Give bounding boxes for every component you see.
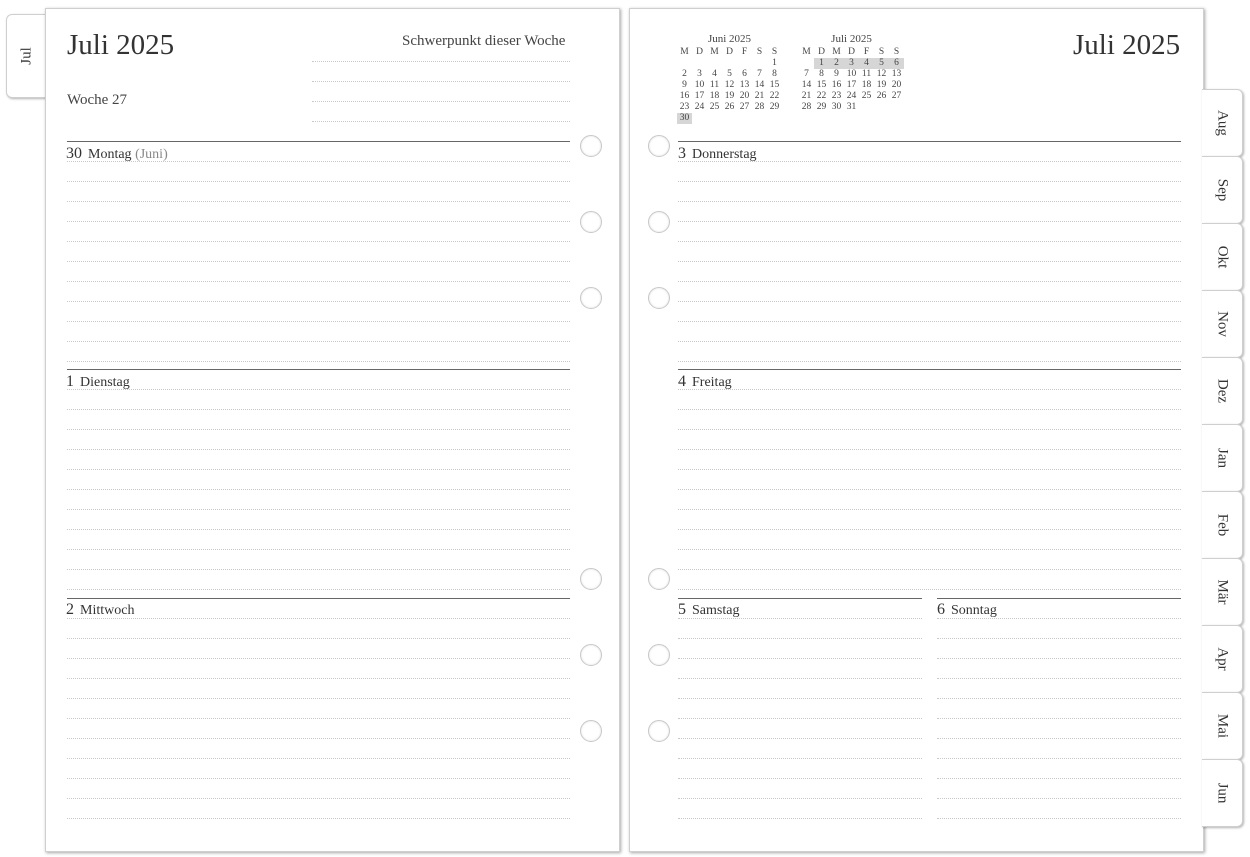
writing-line — [678, 569, 1181, 570]
mini-calendar-day[interactable]: 9 — [682, 80, 687, 90]
mini-calendar-day — [752, 113, 767, 124]
mini-calendar-day[interactable]: 19 — [876, 80, 887, 90]
writing-line — [937, 778, 1181, 779]
mini-calendar-title: Juli 2025 — [831, 33, 872, 45]
mini-calendar-day — [707, 58, 722, 69]
mini-calendar-grid — [799, 47, 904, 113]
writing-line — [67, 818, 570, 819]
mini-calendar-day[interactable]: 9 — [834, 69, 839, 79]
mini-calendar-day[interactable]: 15 — [816, 80, 827, 90]
writing-line — [67, 361, 570, 362]
binder-hole — [580, 720, 602, 742]
mini-calendar-day[interactable]: 25 — [709, 102, 720, 112]
mini-calendar-day[interactable]: 27 — [891, 91, 902, 101]
writing-line — [937, 658, 1181, 659]
writing-line — [67, 281, 570, 282]
mini-calendar-day[interactable]: 30 — [677, 113, 692, 124]
mini-calendar-day[interactable]: 5 — [874, 58, 889, 69]
mini-calendar-day[interactable]: 3 — [844, 58, 859, 69]
tab-label: Jan — [1214, 448, 1231, 468]
writing-line — [67, 221, 570, 222]
mini-calendar-day[interactable]: 13 — [739, 80, 750, 90]
focus-line — [312, 121, 570, 122]
left-page — [45, 8, 620, 852]
writing-line — [67, 718, 570, 719]
binder-hole — [580, 644, 602, 666]
weekday-label: D — [726, 47, 733, 57]
mini-calendar-day[interactable]: 4 — [859, 58, 874, 69]
writing-line — [678, 638, 922, 639]
writing-line — [678, 549, 1181, 550]
writing-line — [937, 818, 1181, 819]
writing-line — [678, 718, 922, 719]
mini-calendar-day[interactable]: 3 — [697, 69, 702, 79]
mini-calendar-weekdays — [799, 47, 904, 58]
writing-line — [678, 241, 1181, 242]
writing-line — [67, 678, 570, 679]
mini-calendar-day[interactable]: 22 — [816, 91, 827, 101]
writing-line — [678, 161, 1181, 162]
day-name: Freitag — [692, 375, 732, 390]
binder-hole — [580, 287, 602, 309]
mini-calendar-day[interactable]: 31 — [846, 102, 857, 112]
focus-line — [312, 101, 570, 102]
mini-calendar-week — [799, 69, 904, 80]
mini-calendar-day[interactable]: 11 — [709, 80, 720, 90]
writing-line — [678, 301, 1181, 302]
writing-line — [678, 321, 1181, 322]
binder-hole — [648, 720, 670, 742]
mini-calendar-day[interactable]: 7 — [804, 69, 809, 79]
day-divider — [67, 369, 570, 370]
tab-nov[interactable] — [1202, 290, 1243, 358]
mini-calendar-day[interactable]: 20 — [891, 80, 902, 90]
mini-calendar-weekdays — [677, 47, 782, 58]
weekday-label: S — [893, 47, 900, 57]
writing-line — [67, 758, 570, 759]
writing-line — [67, 529, 570, 530]
mini-calendar-day — [677, 58, 692, 69]
mini-calendar-day[interactable]: 14 — [801, 80, 812, 90]
writing-line — [937, 638, 1181, 639]
tab-label: Nov — [1214, 311, 1231, 337]
writing-line — [937, 738, 1181, 739]
mini-calendar-day[interactable]: 12 — [876, 69, 887, 79]
weekday-label: S — [771, 47, 778, 57]
focus-line — [312, 61, 570, 62]
tab-label: Feb — [1214, 513, 1231, 537]
page-title: Juli 2025 — [67, 29, 175, 61]
weekday-label: M — [832, 47, 841, 57]
writing-line — [678, 798, 922, 799]
tab-jun[interactable] — [1202, 759, 1243, 827]
mini-calendar-day[interactable]: 14 — [754, 80, 765, 90]
writing-line — [67, 181, 570, 182]
mini-calendar-day[interactable]: 26 — [876, 91, 887, 101]
mini-calendar-day[interactable]: 18 — [861, 80, 872, 90]
tab-mär[interactable] — [1202, 558, 1243, 626]
mini-calendar-day[interactable]: 2 — [829, 58, 844, 69]
mini-calendar-day[interactable]: 24 — [694, 102, 705, 112]
mini-calendar-day[interactable]: 18 — [709, 91, 720, 101]
mini-calendar-day[interactable]: 23 — [831, 91, 842, 101]
mini-calendar-week — [677, 69, 782, 80]
writing-line — [678, 449, 1181, 450]
writing-line — [937, 678, 1181, 679]
writing-line — [678, 818, 922, 819]
mini-calendar-day[interactable]: 6 — [742, 69, 747, 79]
day-name: Sonntag — [951, 603, 997, 618]
mini-calendar-day[interactable]: 6 — [889, 58, 904, 69]
right-page — [629, 8, 1204, 852]
focus-line — [312, 81, 570, 82]
tab-label: Sep — [1214, 178, 1231, 202]
mini-calendar-day — [722, 113, 737, 124]
tab-label: Dez — [1214, 378, 1231, 404]
weekday-label: M — [710, 47, 719, 57]
binder-hole — [648, 211, 670, 233]
writing-line — [67, 201, 570, 202]
mini-calendar-day[interactable]: 27 — [739, 102, 750, 112]
tab-label: Jun — [1214, 782, 1231, 804]
day-number: 30 — [66, 145, 82, 162]
writing-line — [678, 221, 1181, 222]
day-divider — [67, 141, 570, 142]
day-number: 6 — [937, 601, 945, 618]
binder-hole — [648, 287, 670, 309]
weekday-label: D — [818, 47, 825, 57]
writing-line — [67, 409, 570, 410]
mini-calendar-day[interactable]: 22 — [769, 91, 780, 101]
mini-calendar-day[interactable]: 10 — [846, 69, 857, 79]
mini-calendar-day[interactable]: 10 — [694, 80, 705, 90]
mini-calendar-day[interactable]: 4 — [712, 69, 717, 79]
day-number: 2 — [66, 601, 74, 618]
day-number: 4 — [678, 373, 686, 390]
writing-line — [678, 281, 1181, 282]
tab-dez[interactable] — [1202, 357, 1243, 425]
tab-label: Mär — [1214, 579, 1231, 605]
mini-calendar-july — [799, 33, 904, 113]
writing-line — [67, 638, 570, 639]
day-divider — [678, 141, 1181, 142]
mini-calendar-week — [677, 80, 782, 91]
writing-line — [67, 241, 570, 242]
writing-line — [678, 678, 922, 679]
mini-calendar-day[interactable]: 13 — [891, 69, 902, 79]
mini-calendar-day[interactable]: 19 — [724, 91, 735, 101]
mini-calendar-day — [752, 58, 767, 69]
tab-mai[interactable] — [1202, 692, 1243, 760]
writing-line — [67, 449, 570, 450]
mini-calendar-week — [677, 102, 782, 113]
tab-label: Apr — [1214, 647, 1231, 671]
day-name: Samstag — [692, 603, 740, 618]
weekday-label: M — [802, 47, 811, 57]
mini-calendar-day[interactable]: 30 — [831, 102, 842, 112]
tab-sep[interactable] — [1202, 156, 1243, 224]
binder-hole — [580, 568, 602, 590]
day-note: (Juni) — [135, 147, 168, 162]
mini-calendar-day — [722, 58, 737, 69]
writing-line — [678, 469, 1181, 470]
weekday-label: S — [756, 47, 763, 57]
mini-calendar-day[interactable]: 8 — [772, 69, 777, 79]
weekday-label: F — [863, 47, 870, 57]
writing-line — [678, 738, 922, 739]
mini-calendar-day — [799, 58, 814, 69]
binder-hole — [648, 135, 670, 157]
writing-line — [67, 301, 570, 302]
mini-calendar-day[interactable]: 2 — [682, 69, 687, 79]
mini-calendar-day[interactable]: 23 — [679, 102, 690, 112]
writing-line — [937, 798, 1181, 799]
writing-line — [67, 798, 570, 799]
mini-calendar-day[interactable]: 5 — [727, 69, 732, 79]
tab-okt[interactable] — [1202, 223, 1243, 291]
writing-line — [67, 778, 570, 779]
mini-calendar-day[interactable]: 28 — [801, 102, 812, 112]
day-divider — [67, 598, 570, 599]
day-name: Mittwoch — [80, 603, 135, 618]
tab-label: Jul — [18, 47, 35, 65]
mini-calendar-day[interactable]: 1 — [814, 58, 829, 69]
writing-line — [937, 618, 1181, 619]
writing-line — [678, 409, 1181, 410]
mini-calendar-week — [677, 113, 782, 124]
writing-line — [67, 569, 570, 570]
day-number: 3 — [678, 145, 686, 162]
writing-line — [67, 738, 570, 739]
binder-hole — [648, 568, 670, 590]
mini-calendar-day — [692, 113, 707, 124]
tab-label: Aug — [1214, 110, 1231, 136]
tab-feb[interactable] — [1202, 491, 1243, 559]
mini-calendar-day[interactable]: 28 — [754, 102, 765, 112]
writing-line — [937, 698, 1181, 699]
mini-calendar-day[interactable]: 25 — [861, 91, 872, 101]
weekday-label: S — [878, 47, 885, 57]
mini-calendar-day[interactable]: 1 — [772, 58, 777, 68]
writing-line — [67, 261, 570, 262]
page-title: Juli 2025 — [1073, 29, 1181, 61]
day-divider — [678, 598, 922, 599]
day-header-saturday — [678, 601, 739, 619]
writing-line — [678, 758, 922, 759]
mini-calendar-day[interactable]: 29 — [816, 102, 827, 112]
weekday-label: D — [848, 47, 855, 57]
writing-line — [678, 389, 1181, 390]
binder-hole — [580, 211, 602, 233]
writing-line — [67, 589, 570, 590]
mini-calendar-day[interactable]: 24 — [846, 91, 857, 101]
day-name: Donnerstag — [692, 147, 757, 162]
mini-calendar-day[interactable]: 20 — [739, 91, 750, 101]
tab-label: Okt — [1214, 245, 1231, 269]
writing-line — [67, 549, 570, 550]
mini-calendar-day[interactable]: 17 — [694, 91, 705, 101]
day-divider — [937, 598, 1181, 599]
mini-calendar-week — [799, 91, 904, 102]
writing-line — [678, 778, 922, 779]
day-divider — [678, 369, 1181, 370]
writing-line — [678, 509, 1181, 510]
tab-jan[interactable] — [1202, 424, 1243, 492]
mini-calendar-week — [799, 58, 904, 69]
mini-calendar-day — [737, 113, 752, 124]
writing-line — [67, 341, 570, 342]
writing-line — [67, 429, 570, 430]
weekday-label: M — [680, 47, 689, 57]
tab-label: Mai — [1214, 713, 1231, 739]
writing-line — [678, 698, 922, 699]
mini-calendar-day — [874, 102, 889, 113]
mini-calendar-week — [799, 80, 904, 91]
mini-calendar-day — [692, 58, 707, 69]
day-name: Montag — [88, 147, 132, 162]
writing-line — [678, 529, 1181, 530]
week-number: Woche 27 — [67, 92, 128, 108]
mini-calendar-day[interactable]: 21 — [754, 91, 765, 101]
writing-line — [678, 341, 1181, 342]
binder-hole — [648, 644, 670, 666]
mini-calendar-day[interactable]: 16 — [679, 91, 690, 101]
mini-calendar-day — [767, 113, 782, 124]
mini-calendar-week — [799, 102, 904, 113]
tab-apr[interactable] — [1202, 625, 1243, 693]
writing-line — [67, 321, 570, 322]
writing-line — [678, 429, 1181, 430]
mini-calendar-day[interactable]: 17 — [846, 80, 857, 90]
writing-line — [678, 489, 1181, 490]
weekday-label: F — [741, 47, 748, 57]
writing-line — [67, 658, 570, 659]
writing-line — [67, 389, 570, 390]
writing-line — [678, 181, 1181, 182]
weekly-focus-label: Schwerpunkt dieser Woche — [402, 33, 566, 49]
mini-calendar-day[interactable]: 7 — [757, 69, 762, 79]
writing-line — [67, 509, 570, 510]
day-header-sunday — [937, 601, 997, 619]
binder-hole — [580, 135, 602, 157]
writing-line — [678, 589, 1181, 590]
writing-line — [67, 698, 570, 699]
mini-calendar-june — [677, 33, 782, 124]
day-number: 1 — [66, 373, 74, 390]
writing-line — [678, 658, 922, 659]
mini-calendar-title: Juni 2025 — [707, 33, 752, 45]
mini-calendar-day — [707, 113, 722, 124]
mini-calendar-day[interactable]: 21 — [801, 91, 812, 101]
tab-aug[interactable] — [1202, 89, 1243, 157]
mini-calendar-day[interactable]: 29 — [769, 102, 780, 112]
writing-line — [678, 201, 1181, 202]
mini-calendar-day[interactable]: 16 — [831, 80, 842, 90]
mini-calendar-day — [859, 102, 874, 113]
writing-line — [678, 361, 1181, 362]
writing-line — [67, 161, 570, 162]
day-header-wednesday — [66, 601, 134, 619]
writing-line — [67, 618, 570, 619]
writing-line — [678, 618, 922, 619]
mini-calendar-grid — [677, 47, 782, 124]
mini-calendar-week — [677, 58, 782, 69]
mini-calendar-day[interactable]: 26 — [724, 102, 735, 112]
mini-calendar-day[interactable]: 12 — [724, 80, 735, 90]
mini-calendar-day — [889, 102, 904, 113]
writing-line — [67, 489, 570, 490]
mini-calendar-day — [737, 58, 752, 69]
tab-jul[interactable] — [6, 14, 47, 98]
day-number: 5 — [678, 601, 686, 618]
mini-calendar-week — [677, 91, 782, 102]
writing-line — [937, 718, 1181, 719]
writing-line — [937, 758, 1181, 759]
mini-calendar-day[interactable]: 11 — [861, 69, 872, 79]
day-name: Dienstag — [80, 375, 130, 390]
weekday-label: D — [696, 47, 703, 57]
mini-calendar-day[interactable]: 15 — [769, 80, 780, 90]
writing-line — [678, 261, 1181, 262]
writing-line — [67, 469, 570, 470]
mini-calendar-day[interactable]: 8 — [819, 69, 824, 79]
